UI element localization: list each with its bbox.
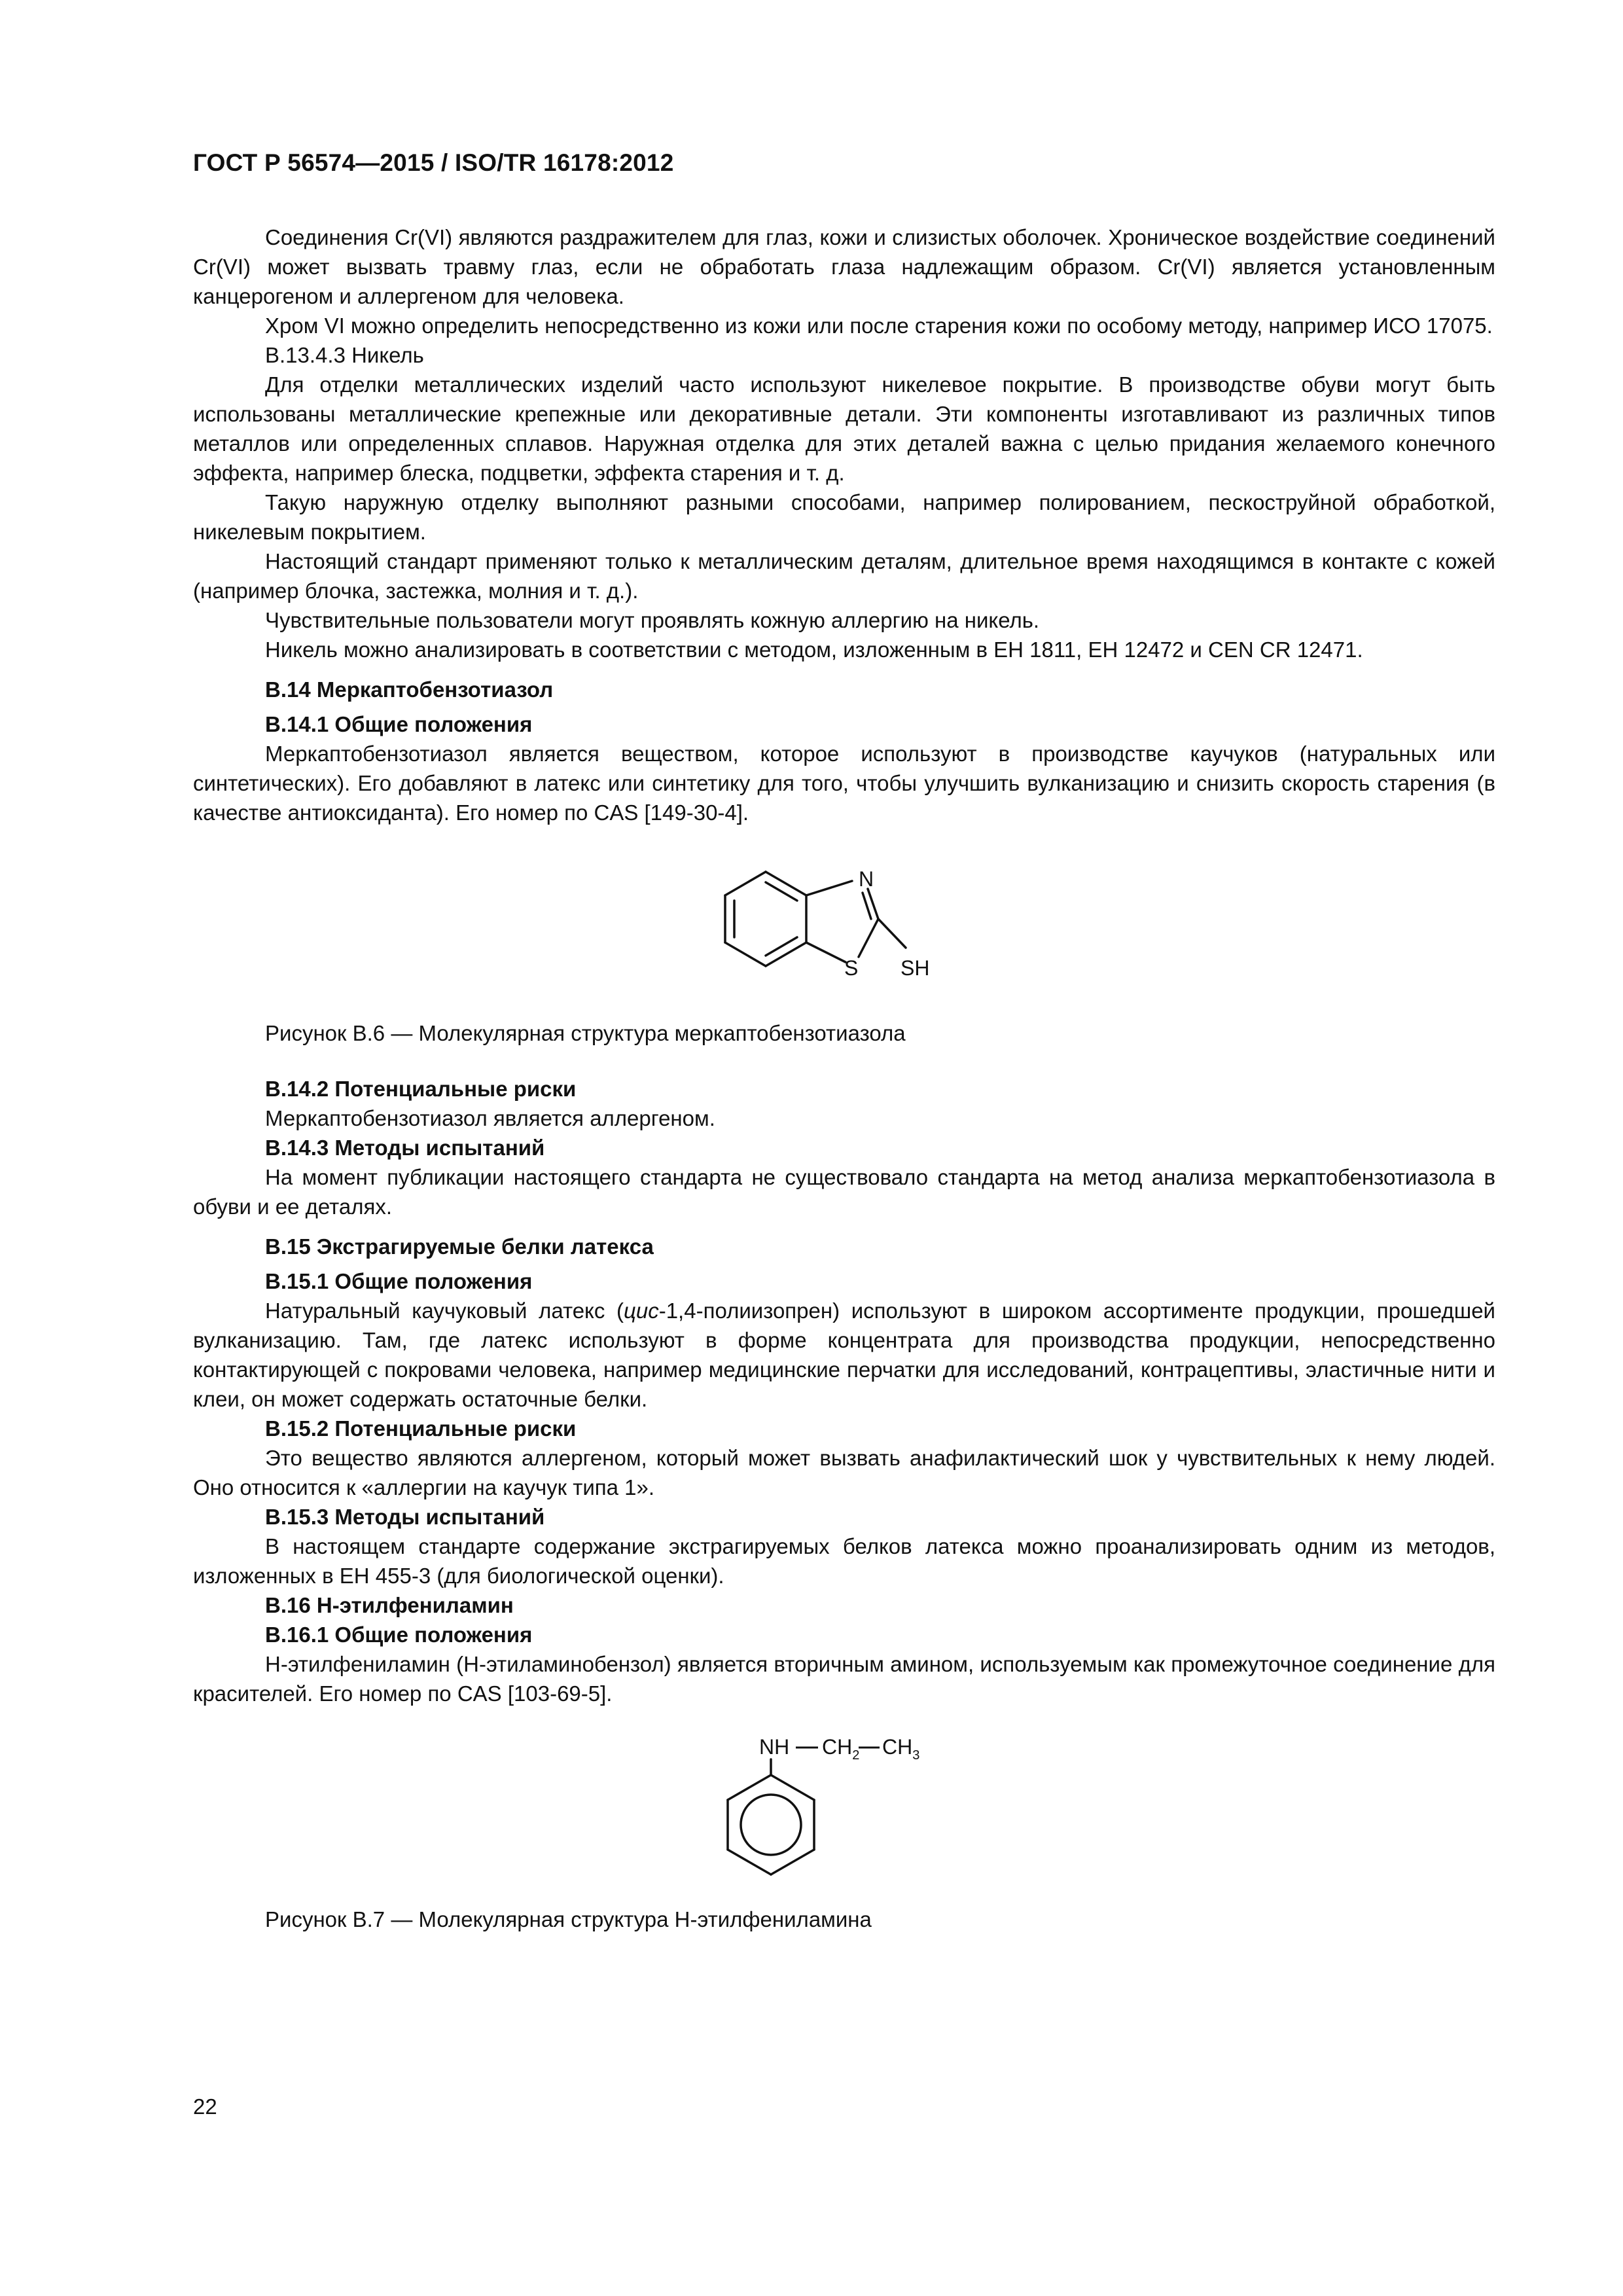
section-heading-b14-3: В.14.3 Методы испытаний bbox=[265, 1136, 545, 1160]
aromatic-ring bbox=[741, 1795, 801, 1855]
section-heading-b15: В.15 Экстрагируемые белки латекса bbox=[265, 1234, 654, 1259]
bond bbox=[766, 937, 797, 956]
mercaptobenzothiazole-structure bbox=[681, 859, 1008, 996]
atom-label: N bbox=[859, 867, 874, 891]
atom-label: CH bbox=[822, 1735, 853, 1759]
section-heading-b15-2: В.15.2 Потенциальные риски bbox=[265, 1416, 577, 1441]
paragraph: Н-этилфениламин (Н-этиламинобензол) является вторичным амином, используемым как промежуточное соединение для красителей. Его номер по CAS [103-69-5]. bbox=[193, 1652, 1495, 1706]
section-heading-b15-1: В.15.1 Общие положения bbox=[265, 1269, 533, 1293]
paragraph: Меркаптобензотиазол является аллергеном. bbox=[265, 1106, 715, 1130]
document-page bbox=[193, 0, 1495, 2296]
bond bbox=[878, 919, 906, 948]
paragraph: Такую наружную отделку выполняют разными способами, например полированием, пескоструйной обработкой, никелевым покрытием. bbox=[193, 490, 1495, 544]
paragraph: Настоящий стандарт применяют только к металлическим деталям, длительное время находящимся в контакте с кожей (например блочка, застежка, молния и т. д.). bbox=[193, 549, 1495, 603]
bond bbox=[766, 872, 806, 895]
page-number: 22 bbox=[193, 2094, 217, 2119]
figure-caption: Рисунок В.7 — Молекулярная структура Н-этилфениламина bbox=[265, 1907, 872, 1931]
text-run-italic: цис bbox=[623, 1299, 659, 1323]
atom-label: NH bbox=[759, 1735, 790, 1759]
atom-label: S bbox=[844, 956, 859, 980]
subscript: 2 bbox=[852, 1748, 860, 1763]
section-heading-b14-1: В.14.1 Общие положения bbox=[265, 712, 533, 736]
paragraph: Соединения Cr(VI) являются раздражителем для глаз, кожи и слизистых оболочек. Хроническое воздействие соединений Cr(VI) может вызвать травму глаз, если не обработать глаза надлежащим образом. Cr(VI) является установленным канцерогеном и аллергеном для человека. bbox=[193, 225, 1495, 308]
section-heading-b16-1: В.16.1 Общие положения bbox=[265, 1623, 533, 1647]
subsection-label: В.13.4.3 Никель bbox=[265, 343, 424, 367]
bond bbox=[806, 881, 852, 895]
section-heading-b15-3: В.15.3 Методы испытаний bbox=[265, 1505, 545, 1529]
group-label bbox=[822, 1735, 859, 1763]
subscript: 3 bbox=[912, 1748, 920, 1763]
bond bbox=[859, 919, 878, 957]
figure-b7 bbox=[193, 1728, 1495, 1885]
section-heading-b16: В.16 Н-этилфениламин bbox=[265, 1593, 514, 1617]
bond bbox=[766, 882, 797, 901]
paragraph: На момент публикации настоящего стандарта не существовало стандарта на метод анализа меркаптобензотиазола в обуви и ее деталях. bbox=[193, 1165, 1495, 1219]
atom-label: SH bbox=[901, 956, 930, 980]
section-heading-b14: В.14 Меркаптобензотиазол bbox=[265, 677, 554, 702]
bond bbox=[806, 942, 846, 962]
figure-b6 bbox=[193, 859, 1495, 996]
figure-caption: Рисунок В.6 — Молекулярная структура меркаптобензотиазола bbox=[265, 1021, 906, 1045]
paragraph bbox=[193, 1296, 1495, 1414]
bond bbox=[725, 872, 766, 895]
paragraph: Никель можно анализировать в соответствии с методом, изложенным в ЕН 1811, ЕН 12472 и CEN CR 12471. bbox=[265, 637, 1363, 662]
paragraph: Меркаптобензотиазол является веществом, которое используют в производстве каучуков (натуральных или синтетических). Его добавляют в латекс или синтетику для того, чтобы улучшить вулканизацию и снизить скорость старения (в качестве антиоксиданта). Его номер по CAS [149-30-4]. bbox=[193, 742, 1495, 825]
paragraph: В настоящем стандарте содержание экстрагируемых белков латекса можно проанализировать одним из методов, изложенных в ЕН 455-3 (для биологической оценки). bbox=[193, 1534, 1495, 1588]
paragraph: Чувствительные пользователи могут проявлять кожную аллергию на никель. bbox=[265, 608, 1040, 632]
paragraph: Хром VI можно определить непосредственно из кожи или после старения кожи по особому методу, например ИСО 17075. bbox=[265, 314, 1493, 338]
bond bbox=[766, 942, 806, 966]
text-run: -1,4-полиизопрен) используют в широком ассортименте продукции, прошедшей вулканизацию. Там, где латекс используют в форме концентрата для производства продукции, непосредственно контактирующей с покровами человека, например медицинские перчатки для исследований, контрацептивы, эластичные нити и клеи, он может содержать остаточные белки. bbox=[193, 1299, 1495, 1411]
atom-label: CH bbox=[882, 1735, 913, 1759]
paragraph: Для отделки металлических изделий часто используют никелевое покрытие. В производстве обуви могут быть использованы металлические крепежные или декоративные детали. Эти компоненты изготавливают из различных типов металлов или определенных сплавов. Наружная отделка для этих деталей важна с целью придания желаемого конечного эффекта, например блеска, подцветки, эффекта старения и т. д. bbox=[193, 372, 1495, 485]
document-header: ГОСТ Р 56574—2015 / ISO/TR 16178:2012 bbox=[193, 149, 674, 176]
group-label bbox=[882, 1735, 919, 1763]
paragraph: Это вещество являются аллергеном, который может вызвать анафилактический шок у чувствительных к нему людей. Оно относится к «аллергии на каучук типа 1». bbox=[193, 1446, 1495, 1499]
text-run: Натуральный каучуковый латекс ( bbox=[265, 1299, 624, 1323]
document-body bbox=[193, 223, 1495, 1934]
section-heading-b14-2: В.14.2 Потенциальные риски bbox=[265, 1077, 577, 1101]
bond bbox=[725, 942, 766, 966]
n-ethylaniline-structure bbox=[713, 1728, 975, 1885]
